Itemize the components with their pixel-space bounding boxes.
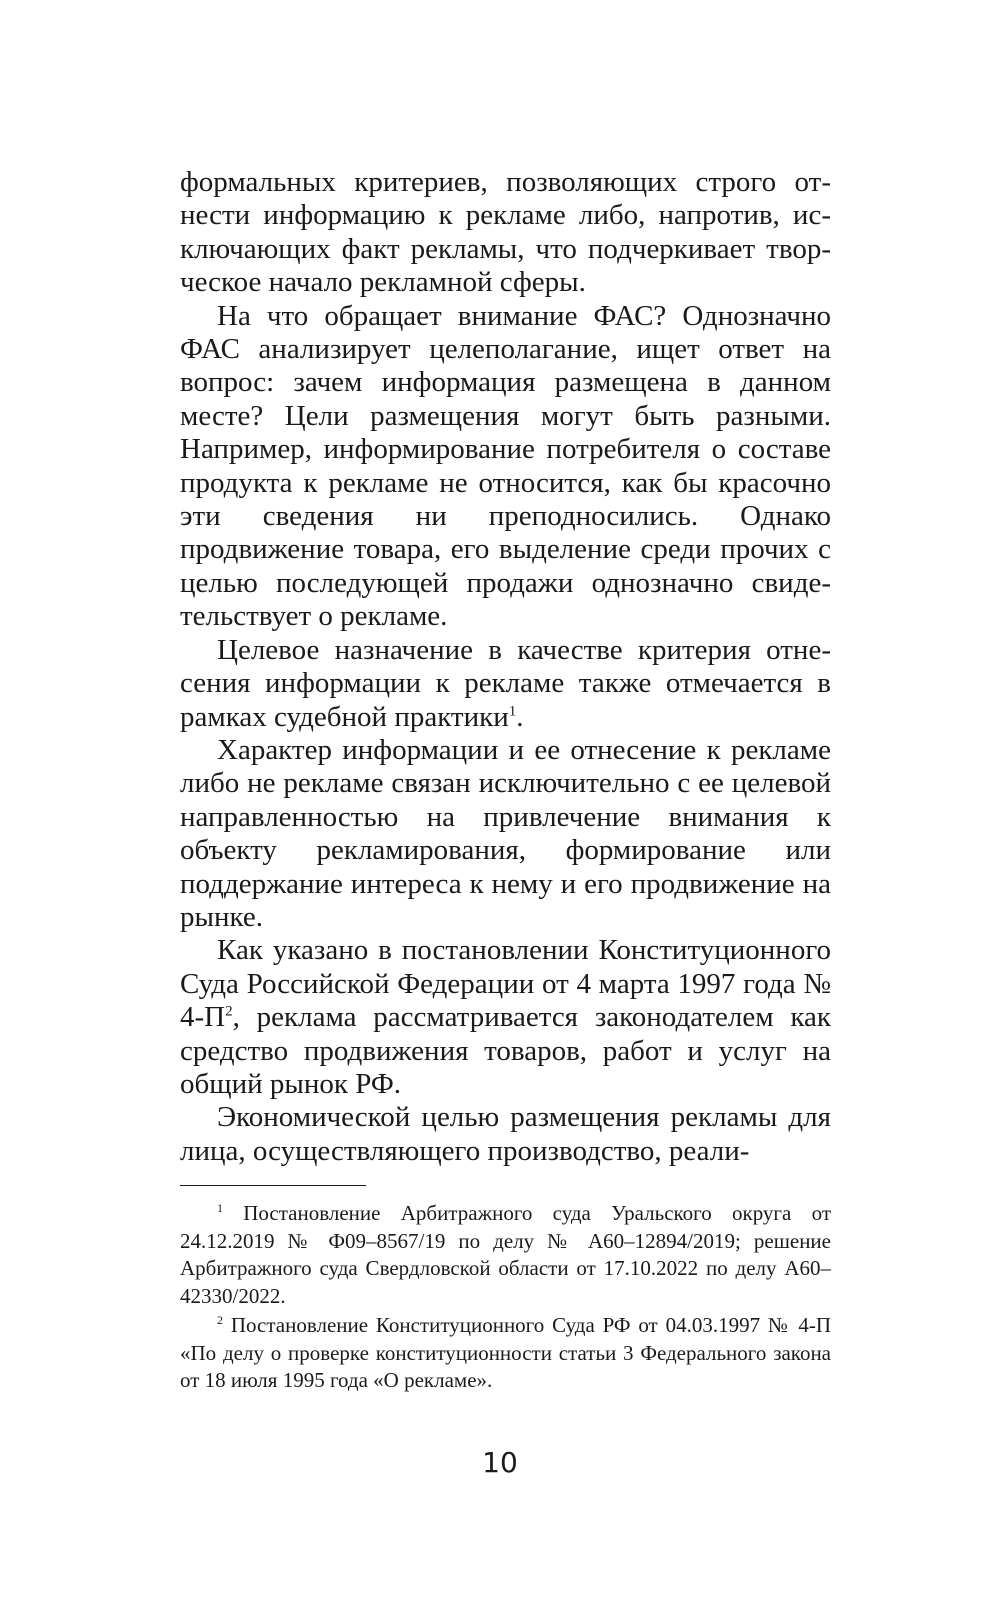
footnote-mark-2: 2: [217, 1313, 223, 1328]
footnote-1: $^1$ Постановление Арбитражного суда Уральского округа от 24.12.2019 № Ф09–8567/19 по делу № А60–12894/2019; решение Арбитражного суда Свердловской области от 17.10.2022 по делу А60–42330/2022.: [180, 1201, 831, 1308]
footnote-divider: [180, 1185, 366, 1186]
footnote-mark-1: 1: [217, 1201, 223, 1216]
paragraph-5: Как указано в постановлении Конституционного Суда Российской Федерации от 4 марта 1997 года № $4-П^2$, реклама рассматривается законодателем как средство продвижения товаров, работ и услуг на общий рынок РФ.: [180, 934, 831, 1100]
paragraph-2: На что обращает внимание ФАС? Однозначно ФАС анализирует целеполагание, ищет ответ на вопрос: зачем информация размещена в данном месте? Цели размещения могут быть разными. Например, информирование потребителя о составе продукта к рекламе не относится, как бы красочно эти сведения ни преподносились. Однако продвижение товара, его выделение среди прочих с целью последующей продажи однозначно свидетельствует о рекламе.: [180, 299, 831, 633]
footnote-ref-2[interactable]: 2: [225, 1003, 233, 1020]
paragraph-4: Характер информации и ее отнесение к рекламе либо не рекламе связан исключительно с ее целевой направленностью на привлечение внимания к объекту рекламирования, формирование или поддержание интереса к нему и его продвижение на рынке.: [180, 733, 831, 933]
paragraph-1: формальных критериев, позволяющих строго отнести информацию к рекламе либо, напротив, исключающих факт рекламы, что подчеркивает творческое начало рекламной сферы.: [180, 166, 831, 299]
page-number: 10: [482, 1446, 518, 1479]
page-content: [180, 166, 831, 1395]
paragraph-6: Экономической целью размещения рекламы для лица, осуществляющего производство, реали-: [180, 1101, 831, 1167]
footnote-ref-1[interactable]: 1: [508, 702, 517, 719]
main-text: [180, 166, 831, 1168]
footnotes: [180, 1200, 831, 1395]
paragraph-3: Целевое назначение в качестве критерия отнесения информации к рекламе также отмечается в рамках судебной практики$^1$.: [180, 633, 831, 733]
footnote-2: $^2$ Постановление Конституционного Суда РФ от 04.03.1997 № 4-П «По делу о проверке конституционности статьи 3 Федерального закона от 18 июля 1995 года «О рекламе».: [180, 1313, 831, 1393]
